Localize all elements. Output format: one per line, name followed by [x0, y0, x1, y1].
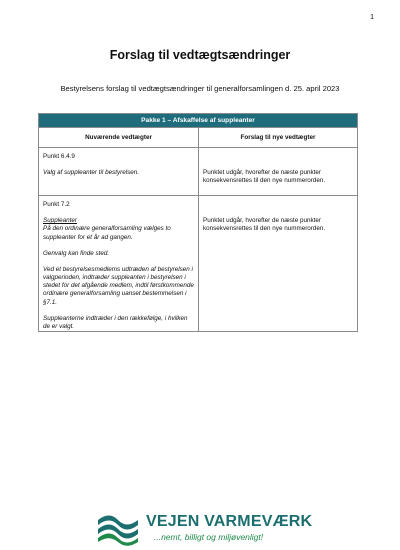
- current-paragraph: Ved et bestyrelsesmedlems udtræden af bestyrelsen i valgperioden, indtræder suppleanten i bestyrelsen i stedet for det afgående medlem, indtil førstkommende ordinære generalforsamling uanset bestemmelsen i §7.1.: [43, 265, 194, 306]
- proposed-text: Punktet udgår, hvorefter de næste punkter konsekvensrettes til den nye nummerorden.: [203, 217, 326, 233]
- document-subtitle: Bestyrelsens forslag til vedtægtsændringer til generalforsamlingen d. 25. april 2023: [60, 84, 340, 93]
- logo-tagline: ...nemt, billigt og miljøvenligt!: [154, 532, 264, 542]
- page-number: 1: [370, 14, 374, 21]
- current-text: Valg af suppleanter til bestyrelsen.: [43, 169, 140, 177]
- current-cell: [39, 196, 198, 331]
- column-headers: [39, 127, 357, 147]
- proposed-text: Punktet udgår, hvorefter de næste punkter konsekvensrettes til den nye nummerorden.: [203, 169, 326, 185]
- logo-name: VEJEN VARMEVÆRK: [146, 513, 313, 530]
- table-row: [39, 195, 357, 331]
- document-title: Forslag til vedtægtsændringer: [109, 48, 291, 62]
- company-logo: [96, 512, 316, 546]
- proposal-table: [38, 113, 358, 332]
- proposed-cell: [198, 196, 357, 331]
- proposed-cell: [198, 148, 357, 195]
- waves-logo-icon: [96, 512, 140, 546]
- current-paragraph: Genvalg kan finde sted.: [43, 249, 110, 257]
- column-header-current: Nuværende vedtægter: [85, 134, 152, 141]
- point-label: Punkt 6.4.9: [43, 153, 75, 160]
- column-header-proposed: Forslag til nye vedtægter: [198, 128, 357, 147]
- point-label: Punkt 7.2: [43, 201, 70, 208]
- table-header: Pakke 1 – Afskaffelse af suppleanter: [39, 114, 357, 127]
- current-heading: Suppleanter: [43, 217, 77, 225]
- table-row: [39, 147, 357, 195]
- current-cell: [39, 148, 198, 195]
- current-paragraph: Suppleanterne indtræder i den rækkefølge, i hvilken de er valgt.: [43, 314, 188, 330]
- current-paragraph: På den ordinære generalforsamling vælges to suppleanter for et år ad gangen.: [43, 225, 171, 241]
